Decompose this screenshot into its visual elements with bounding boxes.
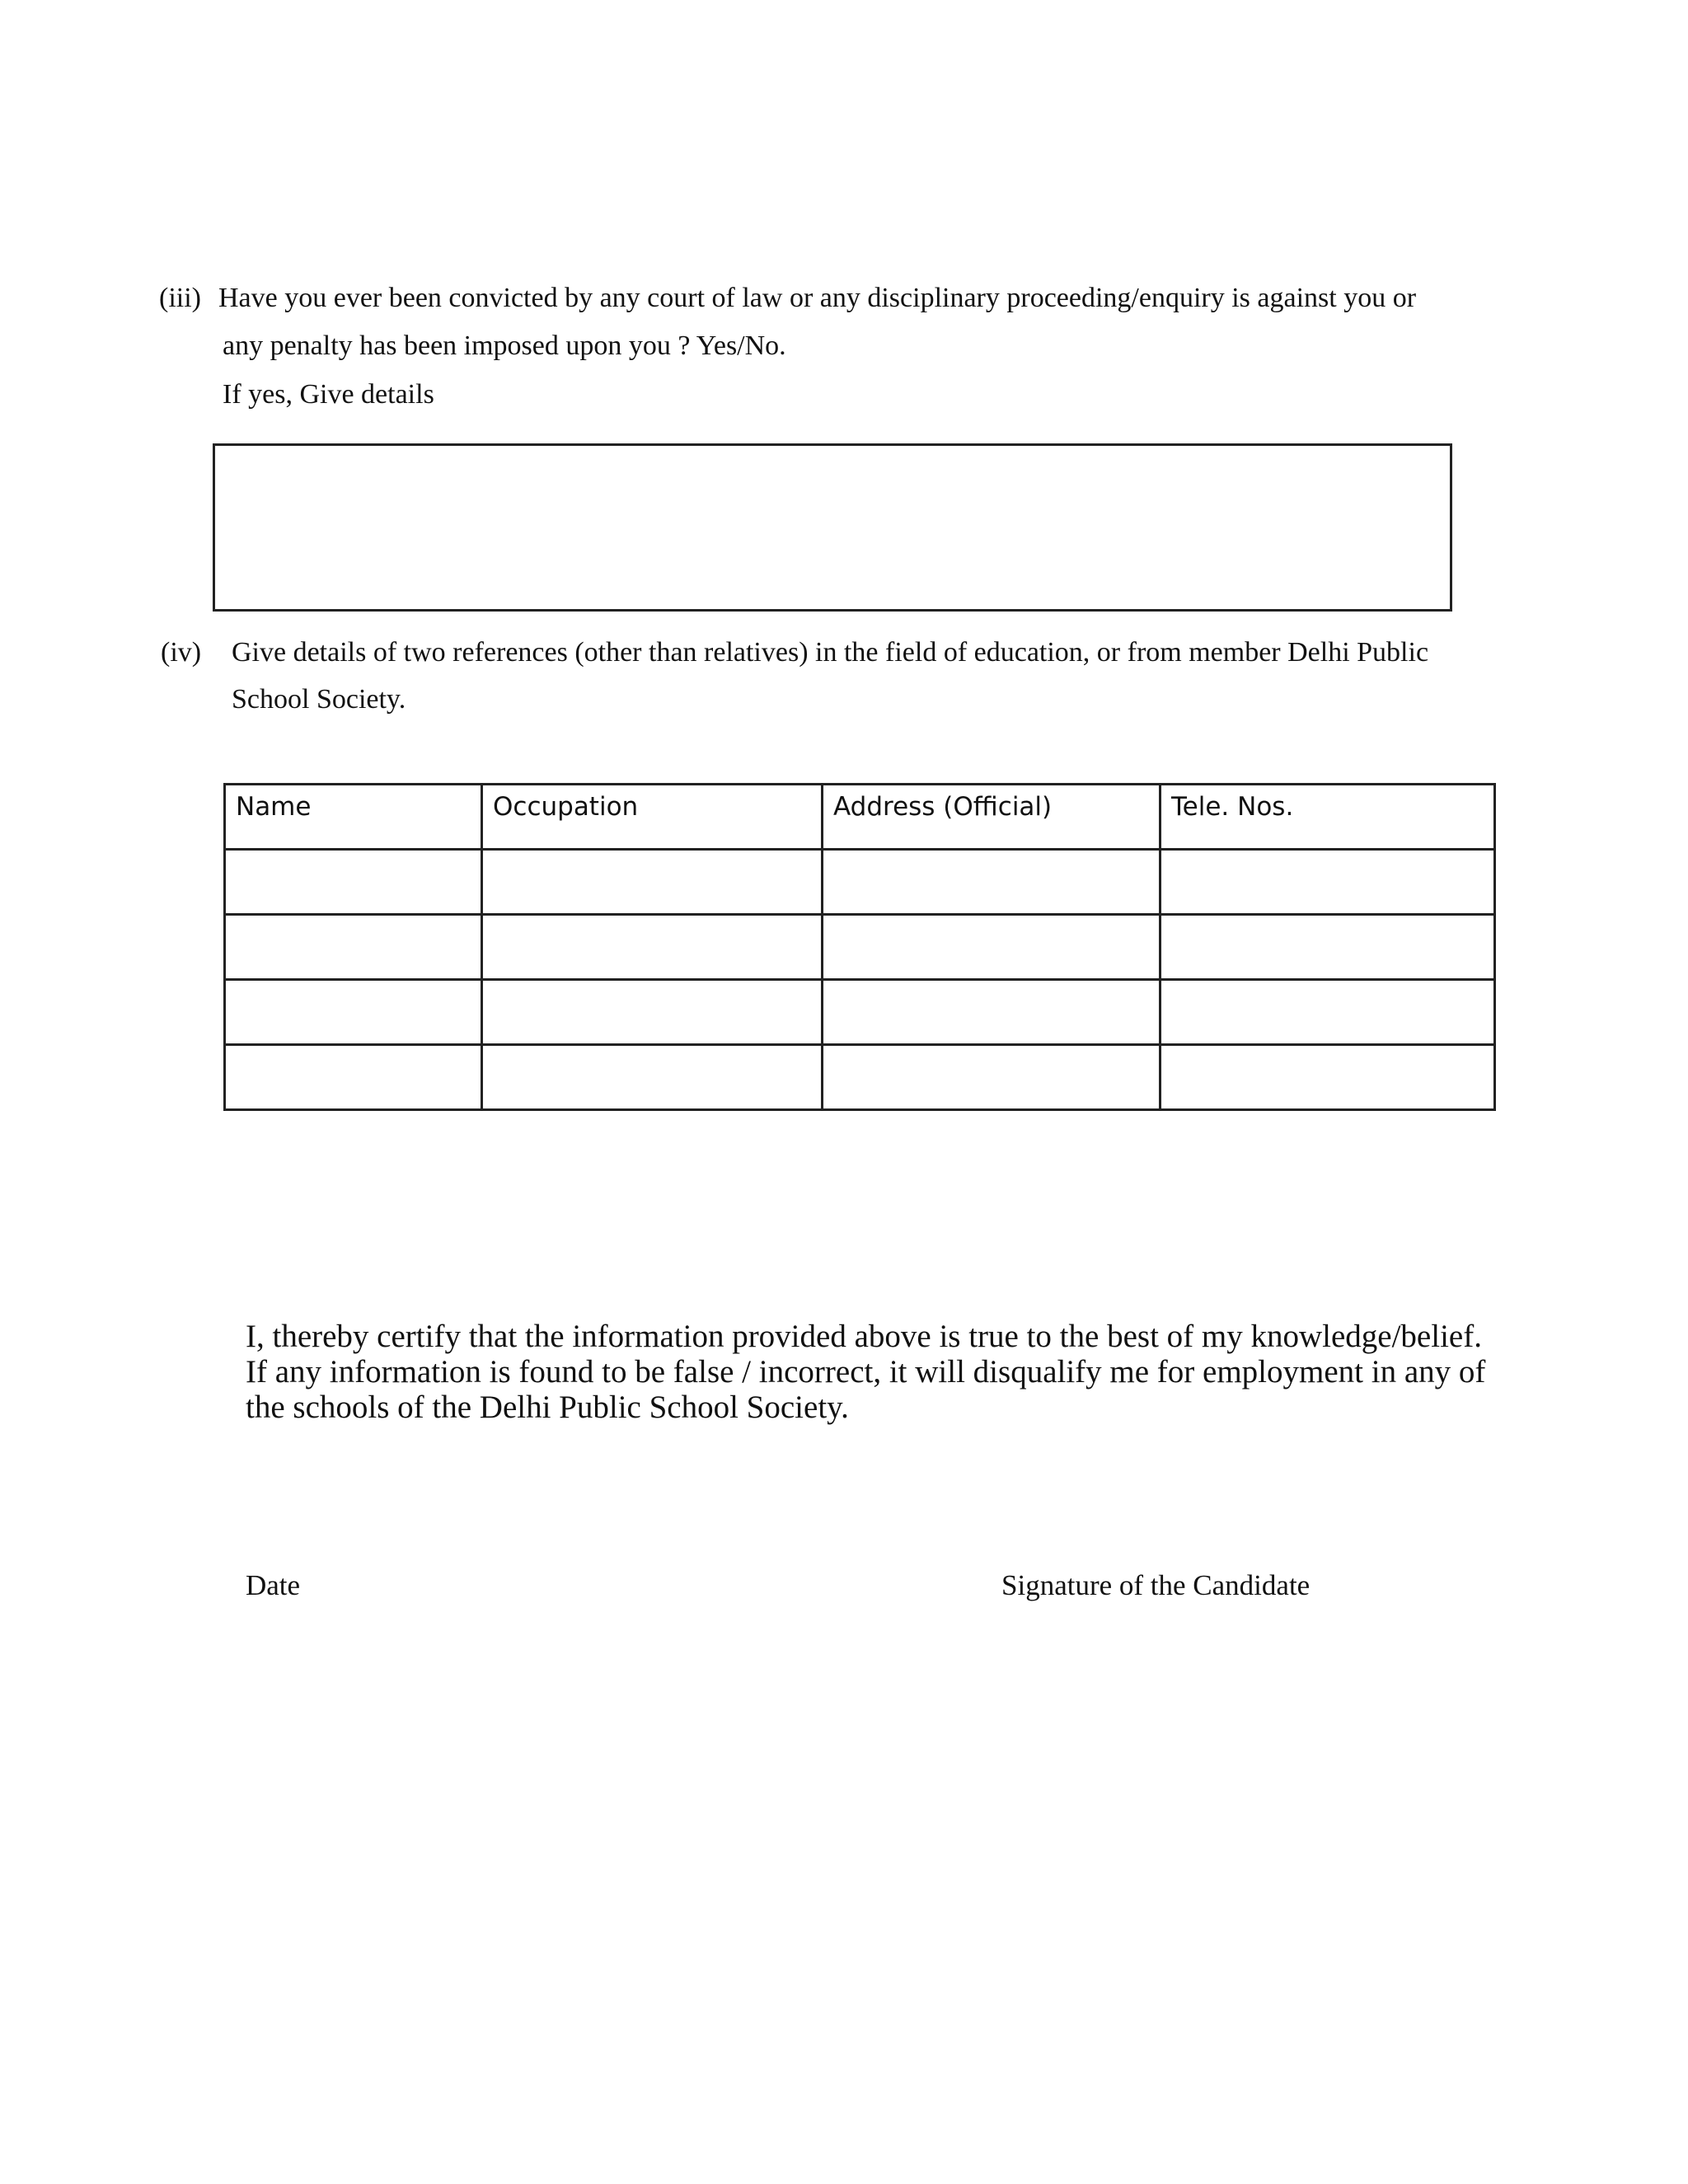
table-cell-address[interactable]: [823, 980, 1160, 1045]
table-cell-name[interactable]: [225, 850, 482, 915]
table-cell-occupation[interactable]: [482, 1045, 823, 1110]
date-label: Date: [246, 1569, 301, 1601]
header-tele-label: Tele. Nos.: [1171, 792, 1294, 822]
table-header-row: [225, 785, 1495, 850]
signature-label: Signature of the Candidate: [1001, 1569, 1311, 1601]
certification-line-2: If any information is found to be false / incorrect, it will disqualify me for employment in any of: [246, 1354, 1486, 1390]
table-cell-occupation[interactable]: [482, 980, 823, 1045]
table-cell-tele[interactable]: [1160, 850, 1495, 915]
table-cell-tele[interactable]: [1160, 915, 1495, 980]
references-table: [223, 783, 1496, 1111]
question-iv-number: (iv): [161, 637, 202, 668]
question-iii-line-1: Have you ever been convicted by any court of law or any disciplinary proceeding/enquiry is against you or: [218, 283, 1417, 313]
header-occupation: [482, 785, 823, 850]
certification-line-1: I, thereby certify that the information provided above is true to the best of my knowledge/belief.: [246, 1319, 1482, 1354]
table-cell-occupation[interactable]: [482, 915, 823, 980]
table-cell-tele[interactable]: [1160, 980, 1495, 1045]
conviction-details-box[interactable]: [213, 443, 1452, 612]
question-iv-line-1: Give details of two references (other than relatives) in the field of education, or from member Delhi Public: [232, 637, 1429, 668]
header-occupation-label: Occupation: [493, 792, 639, 822]
question-iii-line-3: If yes, Give details: [223, 379, 434, 410]
table-cell-name[interactable]: [225, 980, 482, 1045]
table-cell-name[interactable]: [225, 1045, 482, 1110]
question-iv-line-2: School Society.: [232, 684, 406, 715]
certification-statement: [246, 1319, 1485, 1425]
header-name: [225, 785, 482, 850]
header-tele: [1160, 785, 1495, 850]
table-cell-name[interactable]: [225, 915, 482, 980]
table-cell-address[interactable]: [823, 850, 1160, 915]
header-address: [823, 785, 1160, 850]
table-row: [225, 980, 1495, 1045]
table-row: [225, 1045, 1495, 1110]
table-cell-tele[interactable]: [1160, 1045, 1495, 1110]
header-name-label: Name: [236, 792, 312, 822]
table-cell-address[interactable]: [823, 1045, 1160, 1110]
table-cell-occupation[interactable]: [482, 850, 823, 915]
certification-line-3: the schools of the Delhi Public School Society.: [246, 1390, 849, 1425]
question-iii-number: (iii): [159, 283, 201, 313]
question-iii-line-2: any penalty has been imposed upon you ? Yes/No.: [223, 330, 786, 361]
table-row: [225, 850, 1495, 915]
header-address-label: Address (Official): [833, 792, 1053, 822]
table-row: [225, 915, 1495, 980]
table-cell-address[interactable]: [823, 915, 1160, 980]
